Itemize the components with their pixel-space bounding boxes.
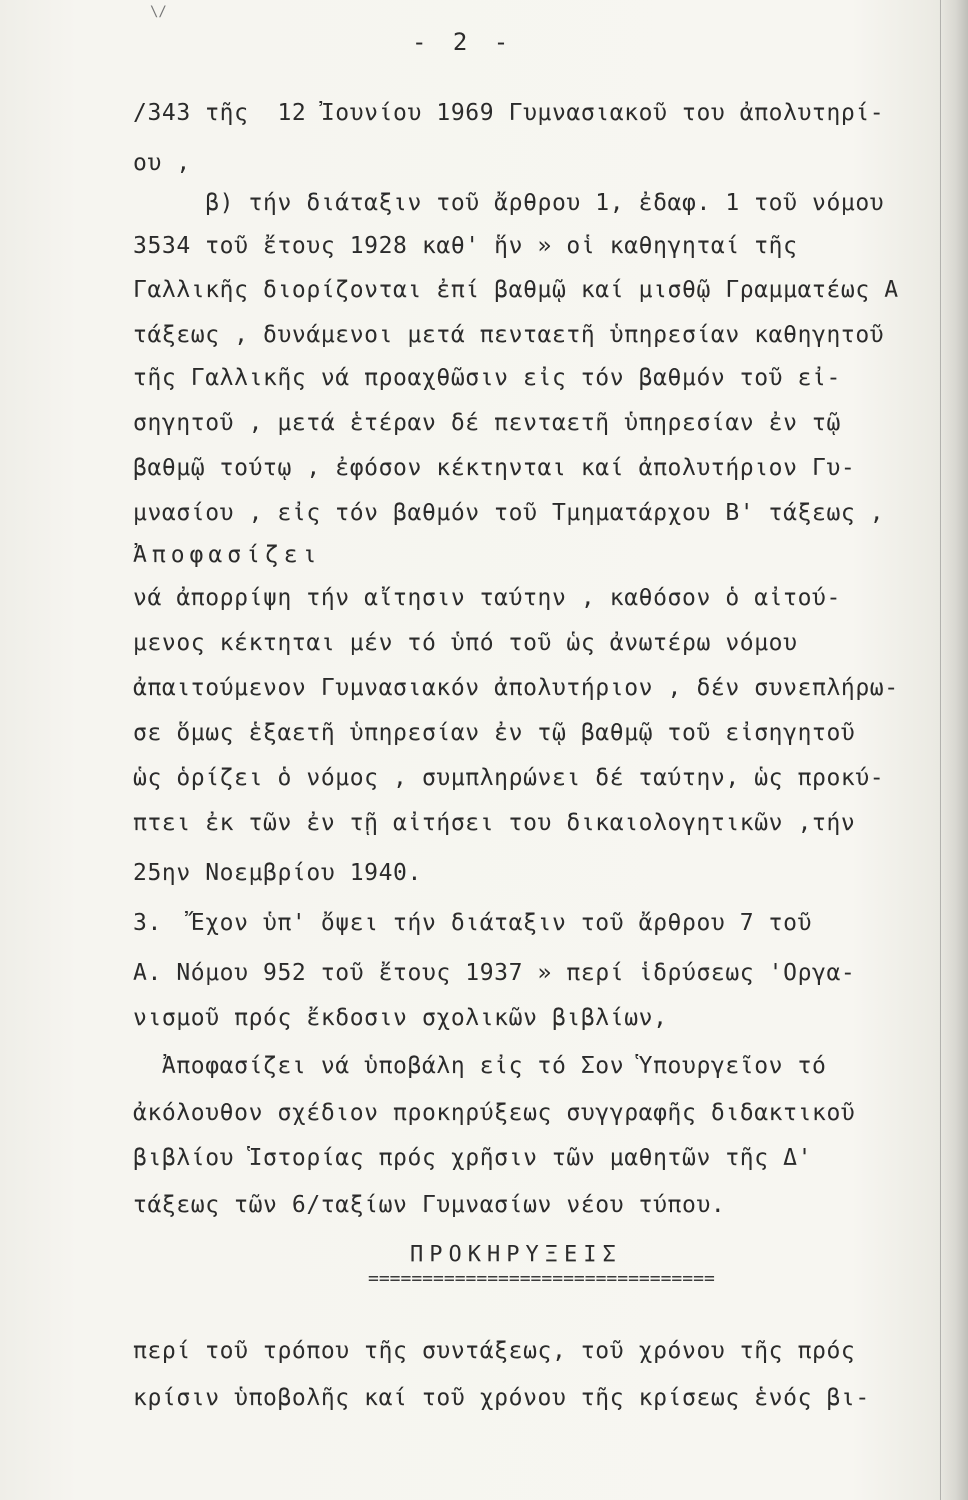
text-line: τάξεως τῶν 6/ταξίων Γυμνασίων νέου τύπου. <box>133 1192 726 1218</box>
text-line: ἀπαιτούμενον Γυμνασιακόν ἀπολυτήριον , δέν συνεπλήρω- <box>133 675 899 701</box>
text-line: 25ην Νοεμβρίου 1940. <box>133 860 422 886</box>
heading-underline: ================================ <box>368 1268 715 1289</box>
text-line: πτει ἐκ τῶν ἐν τῇ αἰτήσει του δικαιολογητικῶν ,τήν <box>133 810 856 836</box>
text-line: μνασίου , εἰς τόν βαθμόν τοῦ Τμηματάρχου Β' τάξεως , <box>133 500 885 526</box>
text-line: βιβλίου Ἱστορίας πρός χρῆσιν τῶν μαθητῶν τῆς Δ' <box>133 1145 813 1171</box>
text-line: τῆς Γαλλικῆς νά προαχθῶσιν εἰς τόν βαθμόν τοῦ εἰ- <box>133 365 841 391</box>
text-line: περί τοῦ τρόπου τῆς συντάξεως, τοῦ χρόνου τῆς πρός <box>133 1338 856 1364</box>
text-line: ἀκόλουθον σχέδιον προκηρύξεως συγγραφῆς διδακτικοῦ <box>133 1100 856 1126</box>
text-line: Ἀποφασίζει νά ὑποβάλη εἰς τό Σον Ὑπουργεῖον τό <box>133 1053 827 1079</box>
text-line: σηγητοῦ , μετά ἑτέραν δέ πενταετῆ ὑπηρεσίαν ἐν τῷ <box>133 410 841 436</box>
text-line: 3534 τοῦ ἔτους 1928 καθ' ἥν » οἱ καθηγηταί τῆς <box>133 233 798 259</box>
page-edge-shadow <box>938 0 968 1500</box>
text-line: ὡς ὁρίζει ὁ νόμος , συμπληρώνει δέ ταύτην, ὡς προκύ- <box>133 765 885 791</box>
page-number: - 2 - <box>412 28 515 56</box>
page-edge-line <box>940 0 941 1500</box>
text-line: μενος κέκτηται μέν τό ὑπό τοῦ ὡς ἀνωτέρω νόμου <box>133 630 798 656</box>
text-line: /343 τῆς 12 Ἰουνίου 1969 Γυμνασιακοῦ του ἀπολυτηρί- <box>133 100 885 126</box>
text-line: Α. Νόμου 952 τοῦ ἔτους 1937 » περί ἱδρύσεως 'Οργα- <box>133 960 856 986</box>
text-line: Ἀποφασίζει <box>133 542 322 568</box>
text-line: σε ὅμως ἑξαετῆ ὑπηρεσίαν ἐν τῷ βαθμῷ τοῦ εἰσηγητοῦ <box>133 720 856 746</box>
text-line: νά ἀπορρίψη τήν αἴτησιν ταύτην , καθόσον ὁ αἰτού- <box>133 585 841 611</box>
section-heading: ΠΡΟΚΗΡΥΞΕΙΣ <box>410 1242 622 1267</box>
text-line: τάξεως , δυνάμενοι μετά πενταετῆ ὑπηρεσίαν καθηγητοῦ <box>133 322 885 348</box>
text-line: βαθμῷ τούτῳ , ἐφόσον κέκτηνται καί ἀπολυτήριον Γυ- <box>133 455 856 481</box>
text-line: β) τήν διάταξιν τοῦ ἄρθρου 1, ἐδαφ. 1 τοῦ νόμου <box>133 190 885 216</box>
text-line: 3. Ἔχον ὑπ' ὄψει τήν διάταξιν τοῦ ἄρθρου 7 τοῦ <box>133 910 813 936</box>
text-line: Γαλλικῆς διορίζονται ἐπί βαθμῷ καί μισθῷ Γραμματέως Α <box>133 277 899 303</box>
text-line: κρίσιν ὑποβολῆς καί τοῦ χρόνου τῆς κρίσεως ἑνός βι- <box>133 1385 870 1411</box>
corner-mark: \/ <box>150 4 167 20</box>
text-line: ου , <box>133 150 191 176</box>
text-line: νισμοῦ πρός ἔκδοσιν σχολικῶν βιβλίων, <box>133 1005 668 1031</box>
